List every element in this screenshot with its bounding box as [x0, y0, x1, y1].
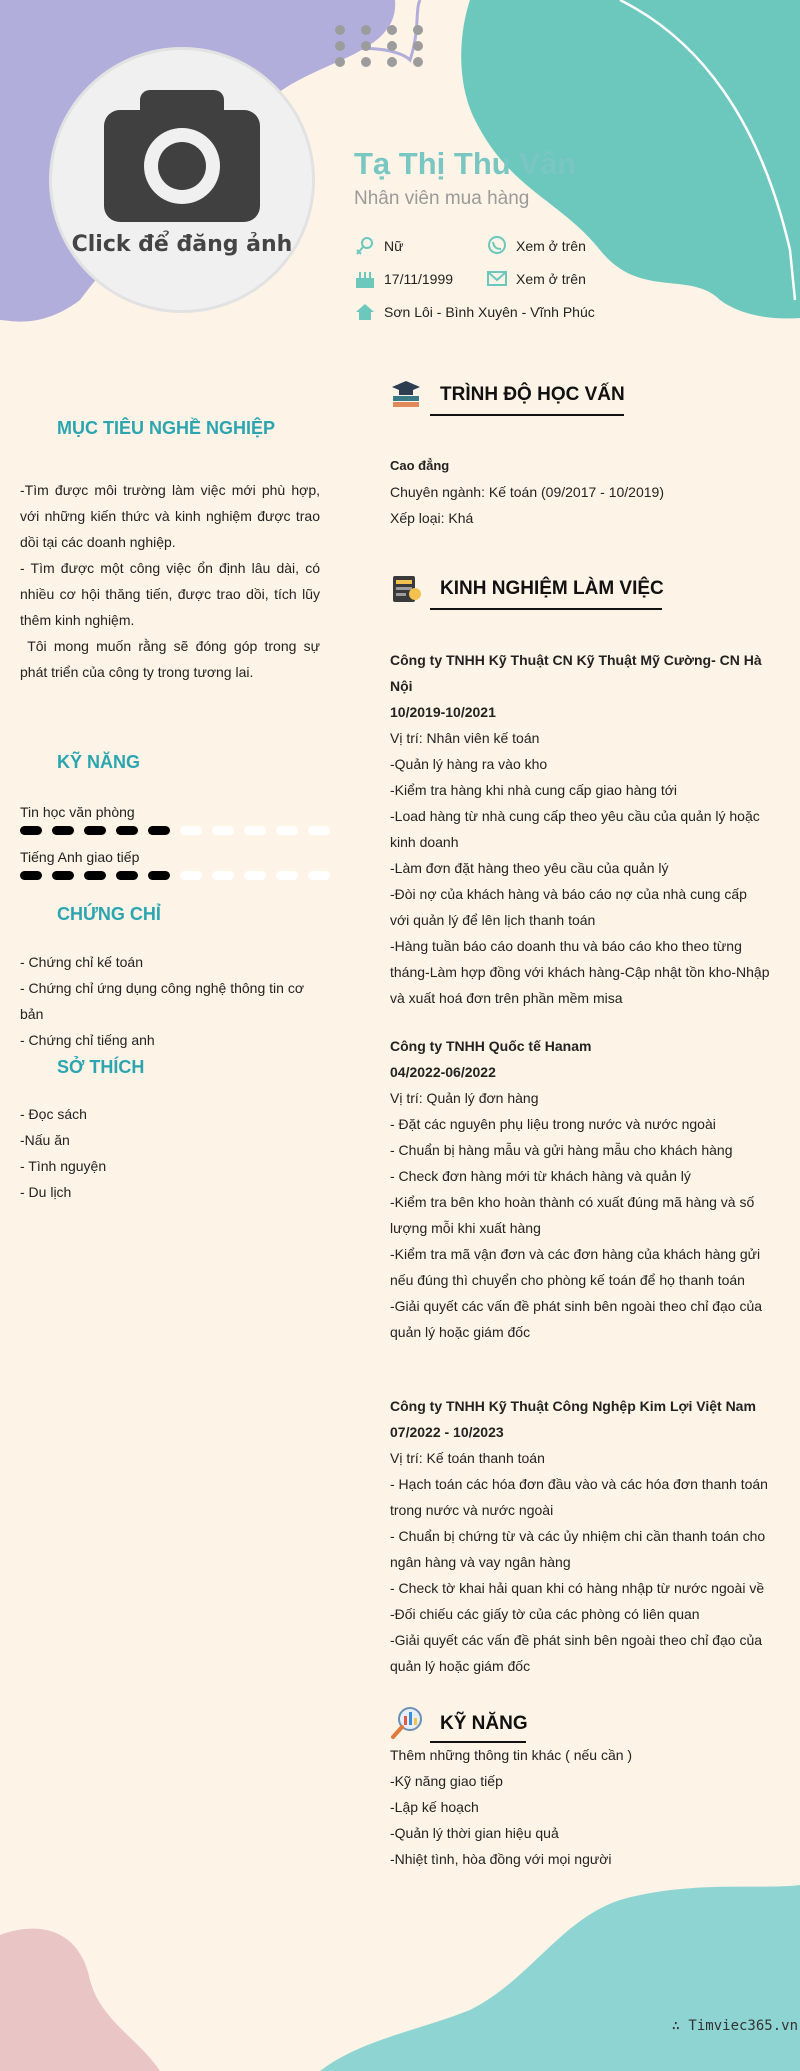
experience-heading: KINH NGHIỆM LÀM VIỆC: [440, 578, 664, 599]
job-period: 07/2022 - 10/2023: [390, 1424, 504, 1440]
watermark: ∴ Timviec365.vn: [671, 2018, 798, 2034]
company-name: Công ty TNHH Quốc tế Hanam: [390, 1038, 592, 1054]
job-period: 04/2022-06/2022: [390, 1064, 496, 1080]
birthday-cake-icon: [354, 269, 376, 289]
chart-magnifier-icon: [390, 1706, 424, 1740]
skill-rating: [20, 871, 330, 880]
certs-heading: CHỨNG CHỈ: [57, 904, 161, 924]
job-entry: Công ty TNHH Quốc tế Hanam 04/2022-06/2022 Vị trí: Quản lý đơn hàng - Đặt các nguyên phụ liệu trong nước và nước ngoài - Chuẩn bị hàng mẫu và gửi hàng mẫu cho khách hàng - Check đơn hàng mới từ khách hàng và quản lý -Kiểm tra bên kho hoàn thành có xuất đúng mã hàng và số lượng mỗi khi xuất hàng -Kiểm tra mã vận đơn và các đơn hàng của khách hàng gửi nếu đúng thì chuyển cho phòng kế toán để họ thanh toán -Giải quyết các vấn đề phát sinh bên ngoài theo chỉ đạo của quản lý hoặc giám đốc: [390, 1033, 770, 1345]
skill-rating: [20, 826, 330, 835]
photo-upload-label: Click để đăng ảnh: [71, 232, 293, 257]
skills-list-right: Thêm những thông tin khác ( nếu cần ) -Kỹ năng giao tiếp -Lập kế hoạch -Quản lý thời gian hiệu quả -Nhiệt tình, hòa đồng với mọi người: [390, 1747, 633, 1867]
list-item: -Nấu ăn: [20, 1132, 70, 1148]
company-name: Công ty TNHH Kỹ Thuật CN Kỹ Thuật Mỹ Cường- CN Hà Nội: [390, 652, 762, 694]
camera-icon: [104, 88, 260, 228]
gender-icon: [354, 236, 376, 256]
list-item: - Chứng chỉ tiếng anh: [20, 1032, 155, 1048]
skill-name: Tiếng Anh giao tiếp: [20, 849, 140, 865]
job-entry: Công ty TNHH Kỹ Thuật Công Nghệp Kim Lợi Việt Nam 07/2022 - 10/2023 Vị trí: Kế toán thanh toán - Hạch toán các hóa đơn đầu vào và các hóa đơn thanh toán trong nước và nước ngoài - Chuẩn bị chứng từ và các ủy nhiệm chi cần thanh toán cho ngân hàng và vay ngân hàng - Check tờ khai hải quan khi có hàng nhập từ nước ngoài về -Đối chiếu các giấy tờ của các phòng có liên quan -Giải quyết các vấn đề phát sinh bên ngoài theo chỉ đạo của quản lý hoặc giám đốc: [390, 1393, 770, 1679]
phone-icon: [486, 236, 508, 256]
hobbies-heading: SỞ THÍCH: [57, 1057, 145, 1077]
email-icon: [486, 269, 508, 289]
heading-underline: [430, 414, 624, 416]
hobbies-list: [20, 1101, 106, 1205]
candidate-name: Tạ Thị Thu Vân: [354, 146, 577, 181]
company-name: Công ty TNHH Kỹ Thuật Công Nghệp Kim Lợi Việt Nam: [390, 1398, 756, 1414]
home-icon: [354, 302, 376, 322]
job-period: 10/2019-10/2021: [390, 704, 496, 720]
education-heading: TRÌNH ĐỘ HỌC VẤN: [440, 384, 625, 405]
skill-name: Tin học văn phòng: [20, 804, 135, 820]
objective-text: -Tìm được môi trường làm việc mới phù hợp, với những kiến thức và kinh nghiệm được trao dồi tại các doanh nghiệp. - Tìm được một công việc ổn định lâu dài, có nhiều cơ hội thăng tiến, được trao dồi, tích lũy thêm kinh nghiệm. Tôi mong muốn rằng sẽ đóng góp trong sự phát triển của công ty trong tương lai.: [20, 482, 324, 680]
objective-heading: MỤC TIÊU NGHỀ NGHIỆP: [57, 418, 276, 438]
list-item: - Du lịch: [20, 1184, 72, 1200]
list-item: - Tình nguyện: [20, 1158, 107, 1174]
profile-photo-upload[interactable]: [52, 50, 312, 310]
job-entry: Công ty TNHH Kỹ Thuật CN Kỹ Thuật Mỹ Cường- CN Hà Nội 10/2019-10/2021 Vị trí: Nhân viên kế toán -Quản lý hàng ra vào kho -Kiểm tra hàng khi nhà cung cấp giao hàng tới -Load hàng từ nhà cung cấp theo yêu cầu của quản lý hoặc kinh doanh -Làm đơn đặt hàng theo yêu cầu của quản lý -Đòi nợ của khách hàng và báo cáo nợ của nhà cung cấp với quản lý để lên lịch thanh toán -Hàng tuần báo cáo doanh thu và báo cáo kho theo từng tháng-Làm hợp đồng với khách hàng-Cập nhật tồn kho-Nhập và xuất hoá đơn trên phần mềm misa: [390, 647, 770, 1011]
skills-heading-right: KỸ NĂNG: [440, 1713, 528, 1734]
skills-heading-left: KỸ NĂNG: [57, 752, 141, 772]
job-title: Nhân viên mua hàng: [354, 188, 530, 209]
heading-underline: [430, 608, 662, 610]
education-block: Cao đẳng Chuyên ngành: Kế toán (09/2017 - 10/2019) Xếp loại: Khá: [390, 458, 664, 526]
list-item: - Đọc sách: [20, 1106, 87, 1122]
briefcase-icon: [390, 572, 422, 604]
list-item: - Chứng chỉ kế toán: [20, 954, 143, 970]
certs-list: [20, 949, 320, 1053]
list-item: - Chứng chỉ ứng dụng công nghệ thông tin cơ bản: [20, 980, 304, 1022]
graduation-cap-icon: [390, 378, 422, 410]
